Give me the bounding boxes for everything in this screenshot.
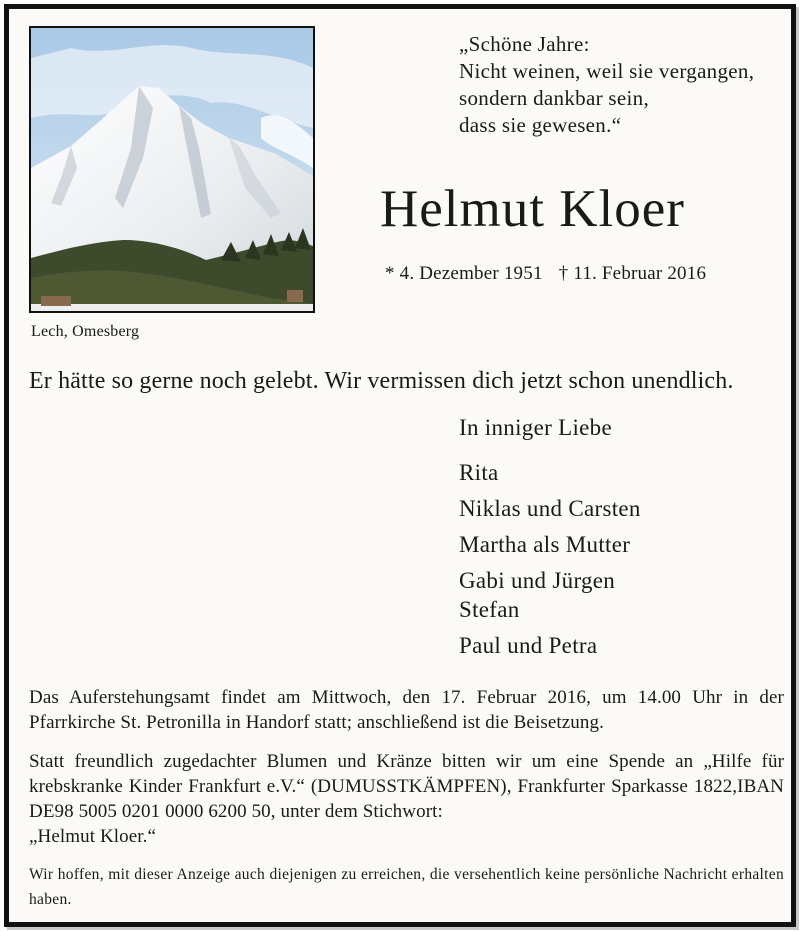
birth-date: * 4. Dezember 1951 [385,263,543,284]
obituary-notice [4,4,796,927]
mourners-list [459,415,641,660]
quote-line: Nicht weinen, weil sie vergangen, [459,59,755,83]
quote-line: dass sie gewesen.“ [459,113,622,137]
quote [459,31,754,139]
mourner-name: Paul und Petra [459,633,598,658]
donation-request [29,749,784,849]
death-date: † 11. Februar 2016 [558,263,707,284]
deceased-name: Helmut Kloer [380,180,685,238]
quote-line: sondern dankbar sein, [459,86,649,110]
mourner-name: Martha als Mutter [459,532,631,557]
sentiment-text: Er hätte so gerne noch gelebt. Wir vermissen dich jetzt schon unendlich. [29,368,734,394]
service-announcement: Das Auferstehungsamt findet am Mittwoch, den 17. Februar 2016, um 14.00 Uhr in der Pfarrkirche St. Petronilla in Handorf statt; anschließend ist die Beisetzung. [29,687,784,733]
mourner-name: Rita [459,460,499,485]
quote-line: „Schöne Jahre: [459,32,590,56]
life-dates [385,263,706,285]
donation-text: Statt freundlich zugedachter Blumen und Kränze bitten wir um eine Spende an „Hilfe für krebskranke Kinder Frankfurt e.V.“ (DUMUSSTKÄMPFEN), Frankfurter Sparkasse 1822,IBAN DE98 5005 0201 0000 6200 50, unter dem Stichwort: [29,751,784,822]
mourners-intro: In inniger Liebe [459,415,612,440]
mountain-photo [29,26,315,313]
closing-note: Wir hoffen, mit dieser Anzeige auch diejenigen zu erreichen, die versehentlich keine persönliche Nachricht erhalten haben. [29,866,784,908]
donation-keyword: „Helmut Kloer.“ [29,826,157,847]
mourner-name: Stefan [459,597,520,622]
mourner-name: Gabi und Jürgen [459,568,616,593]
photo-caption: Lech, Omesberg [31,323,140,340]
mourner-name: Niklas und Carsten [459,496,641,521]
mountain-illustration [31,28,313,311]
